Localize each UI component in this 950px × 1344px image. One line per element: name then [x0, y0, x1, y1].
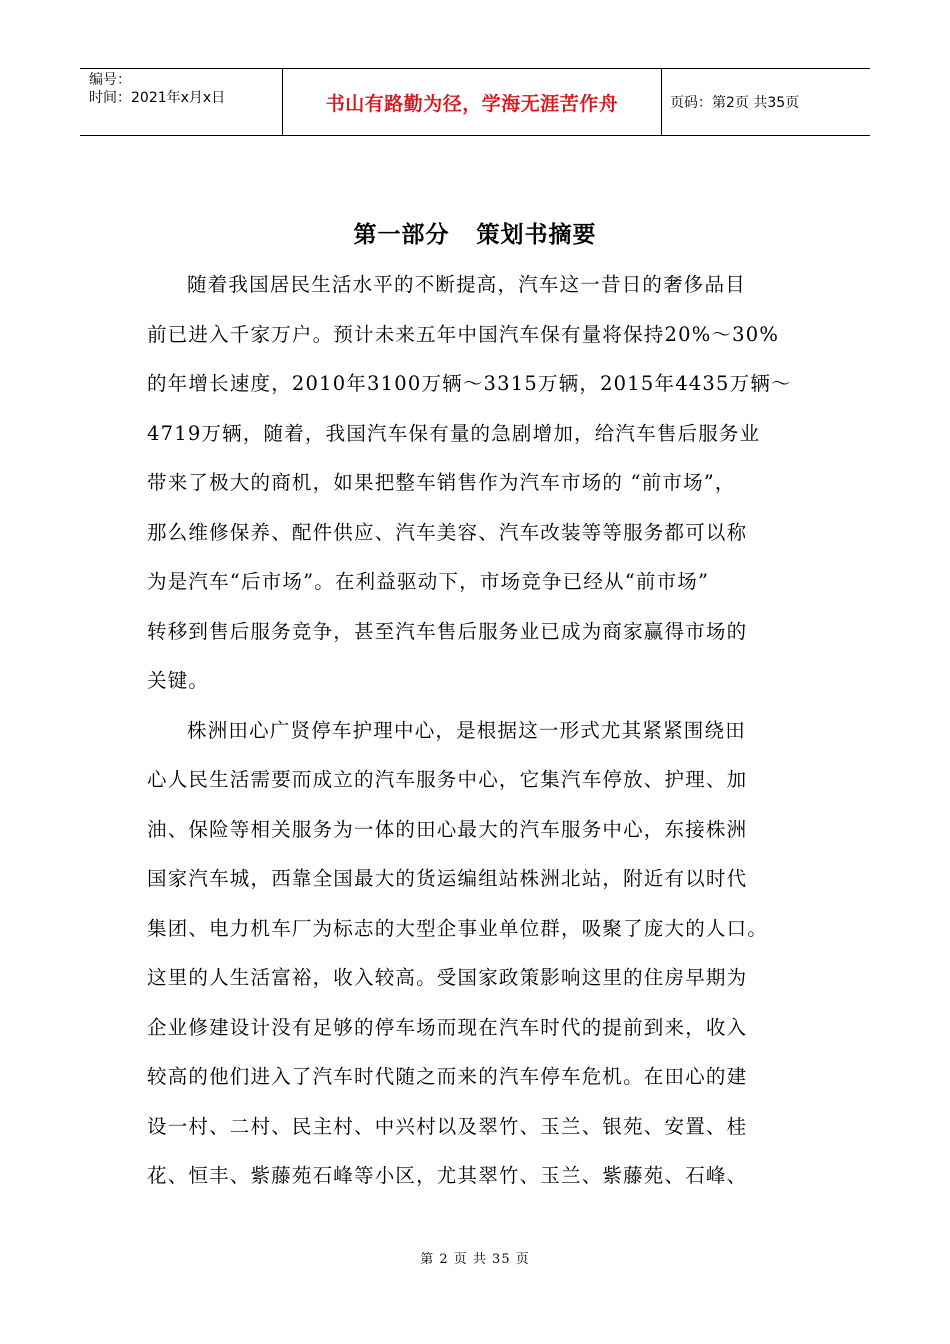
text-line: 心人民生活需要而成立的汽车服务中心，它集汽车停放、护理、加: [147, 768, 748, 791]
text-line: 企业修建设计没有足够的停车场而现在汽车时代的提前到来，收入: [147, 1015, 748, 1039]
text-line: 的年增长速度，2010年3100万辆～3315万辆，2015年4435万辆～: [147, 372, 792, 395]
text-line: 集团、电力机车厂为标志的大型企事业单位群，吸聚了庞大的人口。: [147, 916, 769, 940]
text-line: 株洲田心广贤停车护理中心，是根据这一形式尤其紧紧围绕田: [187, 718, 746, 742]
motto-text: 书山有路勤为径，学海无涯苦作舟: [325, 92, 619, 115]
paragraph-1: [147, 266, 817, 712]
text-line: 国家汽车城，西靠全国最大的货运编组站株洲北站，附近有以时代: [147, 867, 748, 890]
header-meta: [80, 69, 283, 135]
serial-number-label: 编号：: [89, 72, 131, 88]
text-line: 关键。: [147, 669, 210, 692]
text-line: 这里的人生活富裕，收入较高。受国家政策影响这里的住房早期为: [147, 966, 748, 989]
text-line: 为是汽车“后市场”。在利益驱动下，市场竞争已经从“前市场”: [147, 570, 710, 593]
text-line: 较高的他们进入了汽车时代随之而来的汽车停车危机。在田心的建: [147, 1065, 748, 1088]
text-line: 4719万辆，随着，我国汽车保有量的急剧增加，给汽车售后服务业: [147, 421, 761, 445]
text-line: 转移到售后服务竞争，甚至汽车售后服务业已成为商家赢得市场的: [147, 619, 748, 643]
header-motto-cell: [283, 69, 662, 135]
text-line: 前已进入千家万户。预计未来五年中国汽车保有量将保持20%～30%: [147, 322, 780, 346]
header-page-info-cell: [662, 69, 870, 135]
document-body: [147, 266, 817, 1207]
text-line: 那么维修保养、配件供应、汽车美容、汽车改装等等服务都可以称: [147, 520, 748, 544]
paragraph-2: [147, 712, 817, 1207]
text-line: 随着我国居民生活水平的不断提高，汽车这一昔日的奢侈品目: [187, 273, 746, 296]
document-header: [80, 68, 870, 136]
page-title: 第一部分 策划书摘要: [353, 222, 597, 248]
text-line: 花、恒丰、紫藤苑石峰等小区，尤其翠竹、玉兰、紫藤苑、石峰、: [147, 1164, 748, 1187]
text-line: 油、保险等相关服务为一体的田心最大的汽车服务中心，东接株洲: [147, 817, 748, 841]
page-footer: 第 2 页 共 35 页: [420, 1252, 530, 1267]
date-label: 时间：2021年x月x日: [89, 90, 226, 106]
page-info-text: 页码：第2页 共35页: [670, 95, 800, 111]
text-line: 设一村、二村、民主村、中兴村以及翠竹、玉兰、银苑、安置、桂: [147, 1114, 748, 1138]
text-line: 带来了极大的商机，如果把整车销售作为汽车市场的 “前市场”，: [147, 471, 736, 494]
